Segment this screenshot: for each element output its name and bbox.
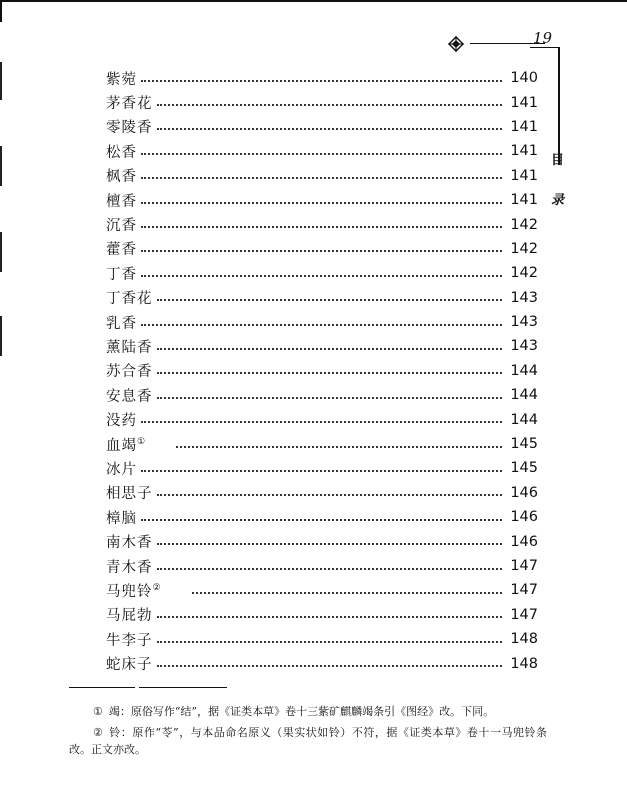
side-label-lu: 录 <box>551 193 565 208</box>
scan-edge-mark <box>0 232 2 272</box>
dot-leader <box>157 371 503 374</box>
toc-entry <box>106 310 538 334</box>
toc-entry-name: 相思子 <box>106 486 153 503</box>
toc-entry-name: 零陵香 <box>106 120 153 137</box>
toc-entry-page: 147 <box>510 582 538 599</box>
footnotes <box>69 703 547 758</box>
dot-leader <box>157 347 503 350</box>
toc-entry-name: 冰片 <box>106 461 137 478</box>
dot-leader <box>157 640 503 643</box>
toc-entry-name: 青木香 <box>106 559 153 576</box>
footnote-rule <box>139 687 227 688</box>
toc-entry-page: 143 <box>510 314 538 331</box>
toc-entry <box>106 359 538 383</box>
dot-leader <box>157 103 503 106</box>
dot-leader <box>192 591 502 594</box>
toc-entry <box>106 627 538 651</box>
toc-entry-name: 檀香 <box>106 193 137 210</box>
dot-leader <box>141 225 502 228</box>
toc-entry-page: 148 <box>510 655 538 672</box>
footnote <box>69 724 547 758</box>
dot-leader <box>141 152 502 155</box>
toc-entry <box>106 115 538 139</box>
toc-entry <box>106 66 538 90</box>
toc-entry-page: 142 <box>510 216 538 233</box>
toc-entry-name: 苏合香 <box>106 364 153 381</box>
toc-entry-page: 144 <box>510 411 538 428</box>
footnote-reference: ① <box>137 436 147 447</box>
footnote-text: 铃：原作“苓”，与本品命名原义（果实状如铃）不符，据《证类本草》卷十一马兜铃条改。正文亦改。 <box>69 726 547 756</box>
toc-entry <box>106 188 538 212</box>
toc-entry-page: 143 <box>510 338 538 355</box>
toc-entry-name: 枫香 <box>106 169 137 186</box>
dot-leader <box>141 323 502 326</box>
toc-entry <box>106 651 538 675</box>
dot-leader <box>157 396 503 399</box>
scan-edge-mark <box>0 62 2 100</box>
toc-entry-page: 144 <box>510 362 538 379</box>
toc-entry-page: 142 <box>510 265 538 282</box>
toc-entry-name: 安息香 <box>106 388 153 405</box>
dot-leader <box>157 567 503 570</box>
toc-entry <box>106 529 538 553</box>
toc-entry <box>106 505 538 529</box>
dot-leader <box>141 176 502 179</box>
side-label-mu: 目 <box>551 153 565 168</box>
toc-entry-name: 马兜铃② <box>106 583 162 600</box>
toc-entry <box>106 603 538 627</box>
toc-entry <box>106 212 538 236</box>
dot-leader <box>157 493 503 496</box>
dot-leader <box>141 518 502 521</box>
left-border-rule <box>0 0 2 22</box>
toc-entry-name: 丁香 <box>106 266 137 283</box>
dot-leader <box>141 274 502 277</box>
toc-entry <box>106 164 538 188</box>
toc-entry <box>106 139 538 163</box>
toc-entry-name: 蛇床子 <box>106 657 153 674</box>
toc-entry-name: 薰陆香 <box>106 339 153 356</box>
dot-leader <box>141 79 502 82</box>
footnote-text: 竭：原俗写作“结”，据《证类本草》卷十三紫矿麒麟竭条引《图经》改。下同。 <box>108 705 495 718</box>
toc-entry <box>106 90 538 114</box>
toc-entry <box>106 407 538 431</box>
toc-entry-name: 沉香 <box>106 218 137 235</box>
toc-entry-page: 143 <box>510 289 538 306</box>
toc-entry <box>106 286 538 310</box>
toc-entry <box>106 554 538 578</box>
toc-entry <box>106 578 538 602</box>
toc-entry-name: 紫菀 <box>106 71 137 88</box>
toc-entry-page: 145 <box>510 436 538 453</box>
toc-entry-page: 142 <box>510 240 538 257</box>
toc-entry-page: 147 <box>510 558 538 574</box>
toc-entry-name: 樟脑 <box>106 510 137 527</box>
toc-entry <box>106 481 538 505</box>
top-border-rule <box>0 0 627 2</box>
dot-leader <box>157 298 503 301</box>
dot-leader <box>157 664 503 667</box>
toc-entry-page: 148 <box>510 631 538 648</box>
page-number: 19 <box>533 29 553 47</box>
scan-edge-mark <box>0 146 2 186</box>
toc-entry-page: 146 <box>510 533 538 550</box>
toc-entry-name: 松香 <box>106 144 137 161</box>
toc-entry-page: 141 <box>510 143 538 160</box>
toc-entry <box>106 334 538 358</box>
toc-entry-page: 141 <box>510 167 538 184</box>
header-vertical-rule <box>558 47 560 165</box>
dot-leader <box>141 420 502 423</box>
table-of-contents <box>106 66 538 676</box>
toc-entry-page: 144 <box>510 387 538 404</box>
footnote-mark: ① <box>93 705 103 718</box>
toc-entry <box>106 237 538 261</box>
dot-leader <box>157 127 503 130</box>
toc-entry-page: 141 <box>510 192 538 209</box>
toc-entry-page: 141 <box>510 118 538 135</box>
dot-leader <box>176 445 502 448</box>
footnote-reference: ② <box>152 583 162 594</box>
scan-edge-mark <box>0 316 2 356</box>
toc-entry <box>106 456 538 480</box>
dot-leader <box>141 201 502 204</box>
toc-entry-page: 146 <box>510 484 538 501</box>
toc-entry-page: 145 <box>510 460 538 477</box>
dot-leader <box>157 542 503 545</box>
footnote-mark: ② <box>93 726 104 739</box>
toc-entry-name: 南木香 <box>106 535 153 552</box>
toc-entry <box>106 261 538 285</box>
toc-entry-name: 牛李子 <box>106 632 153 649</box>
toc-entry-page: 147 <box>510 606 538 623</box>
toc-entry <box>106 383 538 407</box>
ornament-diamond-icon <box>448 36 464 52</box>
footnote <box>69 703 547 720</box>
page-number-underline <box>530 47 558 48</box>
dot-leader <box>141 469 502 472</box>
toc-entry-name: 没药 <box>106 413 137 430</box>
toc-entry-page: 146 <box>510 509 538 526</box>
toc-entry-name: 丁香花 <box>106 291 153 308</box>
toc-entry-page: 141 <box>510 94 538 111</box>
toc-entry-name: 藿香 <box>106 242 137 259</box>
toc-entry <box>106 432 538 456</box>
footnote-rule <box>69 687 135 688</box>
toc-entry-page: 140 <box>510 70 538 87</box>
dot-leader <box>157 615 503 618</box>
toc-entry-name: 马屁勃 <box>106 608 153 625</box>
toc-entry-name: 乳香 <box>106 315 137 332</box>
dot-leader <box>141 249 502 252</box>
toc-entry-name: 茅香花 <box>106 96 153 113</box>
toc-entry-name: 血竭① <box>106 436 147 454</box>
